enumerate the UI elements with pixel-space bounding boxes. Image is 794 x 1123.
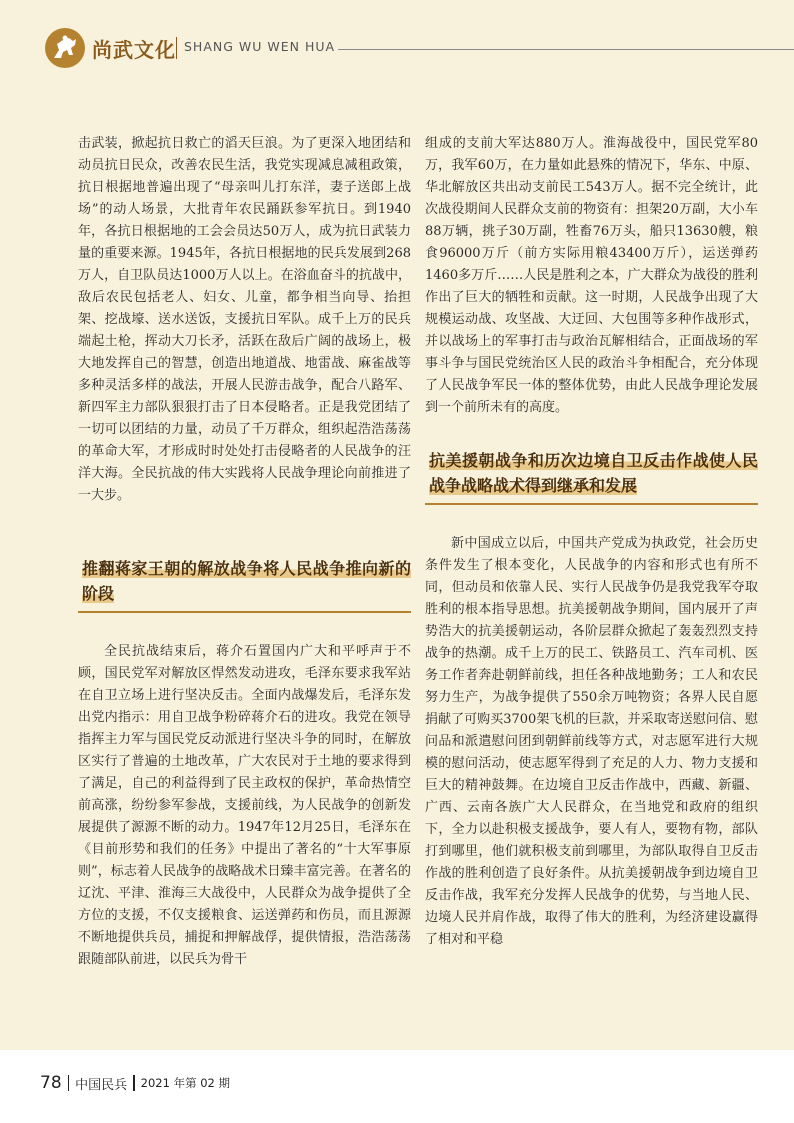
section-heading-text: 推翻蒋家王朝的解放战争将人民战争推向新的阶段 [82, 559, 411, 603]
section-brand-subtitle: SHANG WU WEN HUA [184, 39, 336, 54]
left-column [78, 133, 411, 971]
body-paragraph: 新中国成立以后，中国共产党成为执政党，社会历史条件发生了根本变化，人民战争的内容和形式也有所不同，但动员和依靠人民、实行人民战争仍是我党我军夺取胜利的根本指导思想。抗美援朝战争期间，国内展开了声势浩大的抗美援朝运动，各阶层群众掀起了轰轰烈烈支持战争的热潮。成千上万的民工、铁路员工、汽车司机、医务工作者奔赴朝鲜前线，担任各种战地勤务；工人和农民努力生产，为战争提供了550余万吨物资；各界人民自愿捐献了可购买3700架飞机的巨款，并采取寄送慰问信、慰问品和派遣慰问团到朝鲜前线等方式，对志愿军进行大规模的慰问活动，使志愿军得到了充足的人力、物力支援和巨大的精神鼓舞。在边境自卫反击作战中，西藏、新疆、广西、云南各族广大人民群众，在当地党和政府的组织下，全力以赴积极支援战争，要人有人，要物有物，部队打到哪里，他们就积极支前到哪里，为部队取得自卫反击作战的胜利创造了良好条件。从抗美援朝战争到边境自卫反击作战，我军充分发挥人民战争的优势，与当地人民、边境人民并肩作战，取得了伟大的胜利，为经济建设赢得了相对和平稳 [425, 536, 758, 947]
issue-label: 2021 年第 02 期 [140, 1076, 231, 1090]
warrior-horse-logo-icon [45, 28, 85, 68]
section-heading-text: 抗美援朝战争和历次边境自卫反击作战使人民战争战略战术得到继承和发展 [429, 451, 758, 495]
footer-divider [68, 1075, 70, 1091]
page-footer [40, 1071, 230, 1095]
magazine-name: 中国民兵 [75, 1077, 128, 1093]
footer-divider [133, 1075, 135, 1091]
body-paragraph: 击武装，掀起抗日救亡的滔天巨浪。为了更深入地团结和动员抗日民众，改善农民生活，我党实现减息减租政策，抗日根据地普遍出现了“母亲叫儿打东洋，妻子送郎上战场”的动人场景，大批青年农民踊跃参军抗日。到1940年，各抗日根据地的工会会员达50万人，成为抗日武装力量的重要来源。1945年，各抗日根据地的民兵发展到268万人，自卫队员达1000万人以上。在浴血奋斗的抗战中，敌后农民包括老人、妇女、儿童，都争相当向导、抬担架、挖战壕、送水送饭，支援抗日军队。成千上万的民兵端起土枪，挥动大刀长矛，活跃在敌后广阔的战场上，极大地发挥自己的智慧，创造出地道战、地雷战、麻雀战等多种灵活多样的战法，开展人民游击战争，配合八路军、新四军主力部队狠狠打击了日本侵略者。正是我党团结了一切可以团结的力量，动员了千万群众，组织起浩浩荡荡的革命大军，才形成时时处处打击侵略者的人民战争的汪洋大海。全民抗战的伟大实践将人民战争理论向前推进了一大步。 [78, 136, 411, 503]
page-number: 78 [40, 1073, 62, 1093]
body-paragraph: 全民抗战结束后，蒋介石置国内广大和平呼声于不顾，国民党军对解放区悍然发动进攻，毛泽东要求我军站在自卫立场上进行坚决反击。全面内战爆发后，毛泽东发出党内指示：用自卫战争粉碎蒋介石的进攻。我党在领导指挥主力军与国民党反动派进行坚决斗争的同时，在解放区实行了普遍的土地改革，广大农民对于土地的要求得到了满足，自己的利益得到了民主政权的保护，革命热情空前高涨，纷纷参军参战，支援前线，为人民战争的创新发展提供了源源不断的动力。1947年12月25日，毛泽东在《目前形势和我们的任务》中提出了著名的“十大军事原则”，标志着人民战争的战略战术日臻丰富完善。在著名的辽沈、平津、淮海三大战役中，人民群众为战争提供了全方位的支援，不仅支援粮食、运送弹药和伤员，而且源源不断地提供兵员，捕捉和押解战俘，提供情报，浩浩荡荡跟随部队前进，以民兵为骨干 [78, 644, 411, 967]
section-heading [425, 449, 758, 505]
right-column [425, 133, 758, 951]
header-rule [338, 49, 794, 50]
body-paragraph: 组成的支前大军达880万人。淮海战役中，国民党军80万，我军60万，在力量如此悬殊的情况下，华东、中原、华北解放区共出动支前民工543万人。据不完全统计，此次战役期间人民群众支前的物资有：担架20万副，大小车88万辆，挑子30万副，牲畜76万头，船只13630艘，粮食96000万斤（前方实际用粮43400万斤），运送弹药1460多万斤……人民是胜利之本，广大群众为战役的胜利作出了巨大的牺牲和贡献。这一时期，人民战争出现了大规模运动战、攻坚战、大迂回、大包围等多种作战形式，并以战场上的军事打击与政治瓦解相结合，正面战场的军事斗争与国民党统治区人民的政治斗争相配合，充分体现了人民战争军民一体的整体优势，由此人民战争理论发展到一个前所未有的高度。 [425, 136, 758, 415]
page-header [0, 0, 794, 95]
section-brand-title: 尚武文化 [92, 38, 176, 62]
brand-divider [176, 37, 177, 59]
section-heading [78, 557, 411, 613]
